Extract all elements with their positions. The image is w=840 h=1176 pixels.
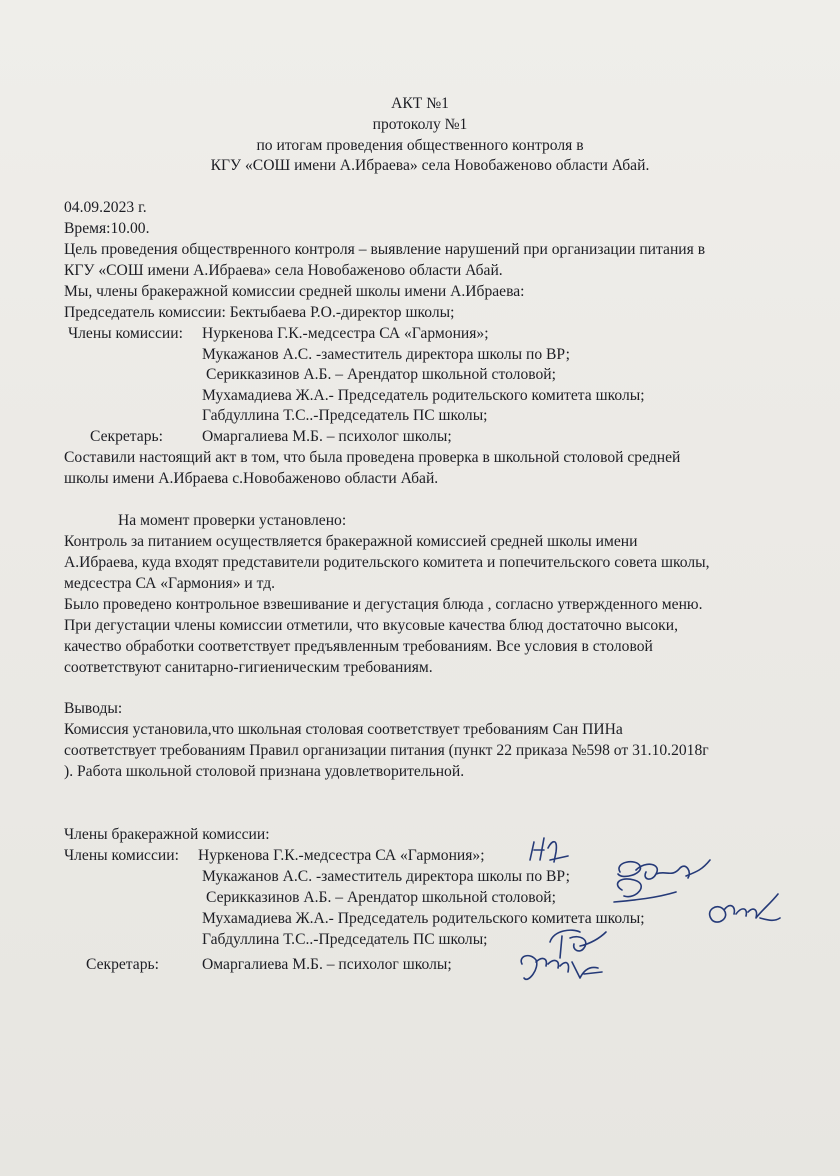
document-time: Время:10.00. xyxy=(64,220,150,237)
findings-line: медсестра СА «Гармония» и тд. xyxy=(64,575,276,592)
findings-line: При дегустации члены комиссии отметили, что вкусовые качества блюд достаточно высоки, xyxy=(64,617,678,634)
secretary-line: Омаргалиева М.Б. – психолог школы; xyxy=(202,428,452,445)
findings-line: Было проведено контрольное взвешивание и дегустация блюда , согласно утвержденного меню. xyxy=(64,596,703,613)
purpose-line-1: Цель проведения обществренного контроля – выявление нарушений при организации питания в xyxy=(64,241,706,258)
document-heading-line-4: КГУ «СОШ имени А.Ибраева» села Новобаженово области Абай. xyxy=(210,157,650,174)
conclusions-heading: Выводы: xyxy=(64,700,123,717)
findings-line: качество обработки соответствует предъявленным требованиям. Все условия в столовой xyxy=(64,638,653,655)
signatures-secretary-label: Секретарь: xyxy=(86,956,159,973)
findings-heading: На момент проверки установлено: xyxy=(118,512,347,529)
conclusions-line: Комиссия установила,что школьная столовая соответствует требованиям Сан ПИНа xyxy=(64,721,623,738)
member-line: Серикказинов А.Б. – Арендатор школьной столовой; xyxy=(206,366,556,383)
purpose-line-2: КГУ «СОШ имени А.Ибраева» села Новобаженово области Абай. xyxy=(64,262,503,279)
signatures-heading: Члены бракеражной комиссии: xyxy=(64,826,270,843)
signatures-members-label: Члены комиссии: xyxy=(64,847,179,864)
handwritten-signature-1 xyxy=(524,830,574,870)
signature-member-line: Габдуллина Т.С..-Председатель ПС школы; xyxy=(202,931,488,948)
secretary-label: Секретарь: xyxy=(90,428,163,445)
document-title: АКТ №1 xyxy=(391,95,449,112)
signatures-secretary-line: Омаргалиева М.Б. – психолог школы; xyxy=(202,956,452,973)
member-line: Нуркенова Г.К.-медсестра СА «Гармония»; xyxy=(202,325,489,342)
we-members-line: Мы, члены бракеражной комиссии средней школы имени А.Ибраева: xyxy=(64,283,525,300)
signature-member-line: Серикказинов А.Б. – Арендатор школьной столовой; xyxy=(206,889,556,906)
chairman-line: Председатель комиссии: Бектыбаева Р.О.-директор школы; xyxy=(64,304,455,321)
member-line: Мухамадиева Ж.А.- Председатель родительского комитета школы; xyxy=(202,387,645,404)
signature-member-line: Нуркенова Г.К.-медсестра СА «Гармония»; xyxy=(198,847,485,864)
findings-line: Контроль за питанием осуществляется бракеражной комиссией средней школы имени xyxy=(64,533,638,550)
document-heading-line-3: по итогам проведения общественного контроля в xyxy=(256,137,584,154)
conclusions-line: ). Работа школьной столовой признана удовлетворительной. xyxy=(64,763,465,780)
conclusions-line: соответствует требованиям Правил организации питания (пункт 22 приказа №598 от 31.10.2018г xyxy=(64,742,709,759)
findings-line: А.Ибраева, куда входят представители родительского комитета и попечительского совета школы, xyxy=(64,554,710,571)
handwritten-signature-3 xyxy=(700,888,786,938)
document-date: 04.09.2023 г. xyxy=(64,199,147,216)
member-line: Габдуллина Т.С..-Председатель ПС школы; xyxy=(202,407,488,424)
members-label: Члены комиссии: xyxy=(68,325,183,342)
composed-line-2: школы имени А.Ибраева с.Новобаженово области Абай. xyxy=(64,470,439,487)
signature-member-line: Мукажанов А.С. -заместитель директора школы по ВР; xyxy=(202,868,571,885)
member-line: Мукажанов А.С. -заместитель директора школы по ВР; xyxy=(202,346,571,363)
document-subtitle: протоколу №1 xyxy=(372,116,468,133)
handwritten-signature-4 xyxy=(510,922,620,992)
handwritten-signature-2 xyxy=(606,850,718,910)
findings-line: соответствуют санитарно-гигиеническим требованиям. xyxy=(64,659,433,676)
composed-line-1: Составили настоящий акт в том, что была проведена проверка в школьной столовой средней xyxy=(64,449,681,466)
signature-member-line: Мухамадиева Ж.А.- Председатель родительского комитета школы; xyxy=(202,910,645,927)
